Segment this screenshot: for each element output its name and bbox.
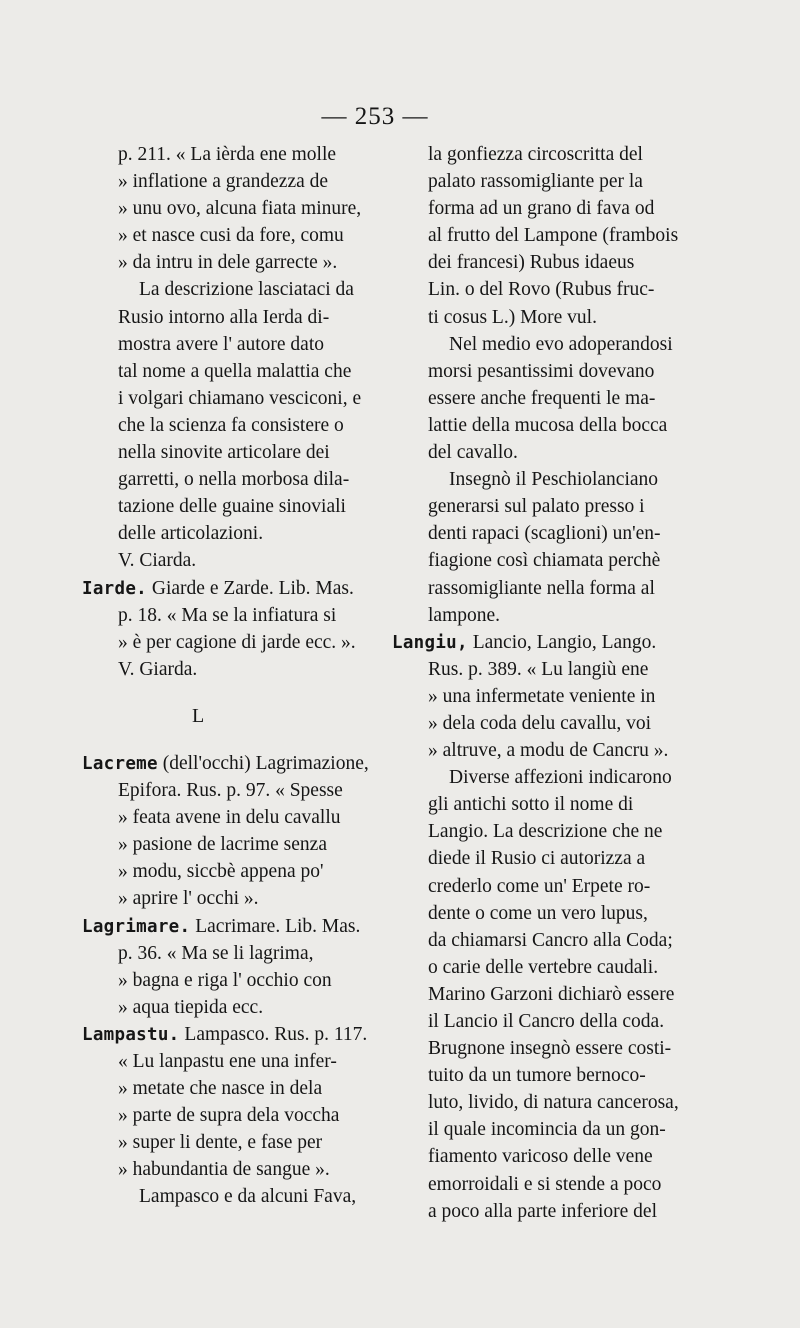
- text-line: [392, 358, 682, 385]
- line-text: » et nasce cusi da fore, comu: [118, 225, 344, 247]
- line-text: Lampasco. Rus. p. 117.: [179, 1023, 368, 1045]
- line-text: Rus. p. 389. « Lu langiù ene: [428, 658, 649, 680]
- text-line: [392, 412, 682, 439]
- text-line: [392, 1171, 682, 1198]
- line-text: a poco alla parte inferiore del: [428, 1200, 658, 1222]
- text-line: [82, 439, 374, 466]
- entry-headword: Iarde.: [82, 578, 148, 599]
- text-line: [82, 1075, 374, 1102]
- line-text: » altruve, a modu de Cancru ».: [428, 740, 669, 762]
- line-text: lattie della mucosa della bocca: [428, 414, 668, 436]
- line-text: Langio. La descrizione che ne: [428, 821, 663, 843]
- text-line: [82, 466, 374, 493]
- line-text: generarsi sul palato presso i: [428, 496, 645, 518]
- section-letter: L: [192, 704, 205, 727]
- text-line: [82, 195, 374, 222]
- text-line: [82, 1129, 374, 1156]
- text-line: [392, 1062, 682, 1089]
- line-text: » pasione de lacrime senza: [118, 834, 327, 856]
- text-line: [82, 777, 374, 804]
- text-line: [82, 222, 374, 249]
- line-text: Rusio intorno alla Ierda di-: [118, 306, 330, 328]
- line-text: o carie delle vertebre caudali.: [428, 956, 659, 978]
- text-line: [392, 981, 682, 1008]
- line-text: Lampasco e da alcuni Fava,: [139, 1186, 357, 1208]
- line-text: nella sinovite articolare dei: [118, 442, 330, 464]
- text-line: [392, 520, 682, 547]
- text-line: [82, 304, 374, 331]
- text-line: [82, 656, 374, 683]
- text-line: [82, 1102, 374, 1129]
- line-text: fiagione così chiamata perchè: [428, 550, 661, 572]
- line-text: tal nome a quella malattia che: [118, 360, 352, 382]
- line-text: » parte de supra dela voccha: [118, 1105, 340, 1127]
- text-line: [392, 304, 682, 331]
- text-line: [392, 845, 682, 872]
- line-text: Diverse affezioni indicarono: [449, 767, 672, 789]
- text-line: [392, 575, 682, 602]
- text-line: [392, 791, 682, 818]
- line-text: Nel medio evo adoperandosi: [449, 333, 673, 355]
- text-line: [392, 1035, 682, 1062]
- line-text: p. 18. « Ma se la infiatura si: [118, 604, 337, 626]
- text-line: [82, 276, 374, 303]
- text-line: [392, 493, 682, 520]
- line-text: (dell'occhi) Lagrimazione,: [157, 752, 369, 774]
- text-line: [82, 385, 374, 412]
- text-line: [82, 493, 374, 520]
- entry-headword: Lagrimare.: [82, 916, 191, 937]
- line-text: » da intru in dele garrecte ».: [118, 252, 338, 274]
- line-text: palato rassomigliante per la: [428, 171, 643, 193]
- left-column: [82, 141, 374, 1211]
- line-text: » unu ovo, alcuna fiata minure,: [118, 198, 362, 220]
- line-text: emorroidali e si stende a poco: [428, 1173, 662, 1195]
- line-text: » aprire l' occhi ».: [118, 888, 259, 910]
- line-text: Insegnò il Peschiolanciano: [449, 469, 659, 491]
- text-line: [392, 168, 682, 195]
- line-text: Lin. o del Rovo (Rubus fruc-: [428, 279, 655, 301]
- text-line: [82, 412, 374, 439]
- line-text: » aqua tiepida ecc.: [118, 996, 264, 1018]
- line-text: » bagna e riga l' occhio con: [118, 969, 332, 991]
- text-line: [392, 927, 682, 954]
- text-line: [392, 656, 682, 683]
- text-line: [392, 818, 682, 845]
- line-text: » feata avene in delu cavallu: [118, 807, 341, 829]
- text-line: [82, 331, 374, 358]
- spacer: [82, 683, 374, 703]
- line-text: morsi pesantissimi dovevano: [428, 360, 655, 382]
- text-line: [82, 1183, 374, 1210]
- text-line: [82, 967, 374, 994]
- line-text: Epifora. Rus. p. 97. « Spesse: [118, 780, 343, 802]
- text-line: [392, 900, 682, 927]
- line-text: lampone.: [428, 604, 501, 626]
- text-line: [82, 1048, 374, 1075]
- line-text: » modu, siccbè appena po': [118, 861, 324, 883]
- text-line: [392, 385, 682, 412]
- line-text: Brugnone insegnò essere costi-: [428, 1038, 672, 1060]
- line-text: il quale incomincia da un gon-: [428, 1119, 666, 1141]
- line-text: tazione delle guaine sinoviali: [118, 496, 346, 518]
- line-text: V. Ciarda.: [118, 550, 197, 572]
- line-text: rassomigliante nella forma al: [428, 577, 655, 599]
- right-column: [392, 141, 682, 1225]
- text-line: [82, 575, 374, 602]
- text-line: [392, 222, 682, 249]
- text-line: [392, 954, 682, 981]
- spacer: [82, 730, 374, 750]
- line-text: garretti, o nella morbosa dila-: [118, 469, 350, 491]
- line-text: forma ad un grano di fava od: [428, 198, 655, 220]
- text-line: [82, 249, 374, 276]
- text-line: [82, 858, 374, 885]
- text-line: [392, 1116, 682, 1143]
- line-text: denti rapaci (scaglioni) un'en-: [428, 523, 661, 545]
- entry-headword: Langiu,: [392, 632, 468, 653]
- line-text: » metate che nasce in dela: [118, 1078, 323, 1100]
- text-line: [392, 466, 682, 493]
- line-text: Marino Garzoni dichiarò essere: [428, 983, 675, 1005]
- text-line: [392, 764, 682, 791]
- line-text: Lancio, Langio, Lango.: [467, 631, 657, 653]
- entry-headword: Lacreme: [82, 753, 158, 774]
- line-text: crederlo come un' Erpete ro-: [428, 875, 651, 897]
- text-line: [82, 141, 374, 168]
- text-line: [82, 913, 374, 940]
- line-text: tuito da un tumore bernoco-: [428, 1065, 646, 1087]
- text-line: [392, 249, 682, 276]
- line-text: luto, livido, di natura cancerosa,: [428, 1092, 679, 1114]
- text-line: [392, 1143, 682, 1170]
- line-text: al frutto del Lampone (frambois: [428, 225, 679, 247]
- line-text: mostra avere l' autore dato: [118, 333, 325, 355]
- line-text: gli antichi sotto il nome di: [428, 794, 634, 816]
- line-text: La descrizione lasciataci da: [139, 279, 354, 301]
- line-text: fiamento varicoso delle vene: [428, 1146, 653, 1168]
- text-line: [392, 873, 682, 900]
- text-line: [82, 804, 374, 831]
- text-line: [82, 885, 374, 912]
- line-text: Giarde e Zarde. Lib. Mas.: [147, 577, 354, 599]
- text-line: [82, 168, 374, 195]
- text-line: [392, 1008, 682, 1035]
- text-line: [82, 547, 374, 574]
- line-text: « Lu lanpastu ene una infer-: [118, 1051, 337, 1072]
- line-text: p. 211. « La ièrda ene molle: [118, 144, 337, 165]
- line-text: essere anche frequenti le ma-: [428, 387, 656, 409]
- line-text: » dela coda delu cavallu, voi: [428, 712, 652, 734]
- page-number: — 253 —: [321, 103, 429, 130]
- line-text: diede il Rusio ci autorizza a: [428, 848, 646, 870]
- line-text: » super li dente, e fase per: [118, 1132, 323, 1154]
- text-line: [392, 141, 682, 168]
- text-line: [392, 1089, 682, 1116]
- line-text: il Lancio il Cancro della coda.: [428, 1011, 665, 1032]
- text-line: [392, 331, 682, 358]
- line-text: del cavallo.: [428, 442, 518, 464]
- line-text: i volgari chiamano vesciconi, e: [118, 387, 362, 409]
- line-text: dente o come un vero lupus,: [428, 902, 648, 924]
- text-line: [82, 831, 374, 858]
- text-line: [82, 994, 374, 1021]
- text-line: [392, 629, 682, 656]
- line-text: » habundantia de sangue ».: [118, 1159, 330, 1181]
- text-line: [392, 683, 682, 710]
- line-text: » inflatione a grandezza de: [118, 171, 329, 193]
- text-line: [392, 195, 682, 222]
- text-line: [392, 276, 682, 303]
- line-text: delle articolazioni.: [118, 523, 264, 545]
- text-line: [82, 602, 374, 629]
- text-line: [82, 1156, 374, 1183]
- line-text: » una infermetate veniente in: [428, 685, 656, 707]
- text-line: [82, 520, 374, 547]
- text-line: [82, 940, 374, 967]
- line-text: V. Giarda.: [118, 658, 198, 680]
- text-line: [82, 358, 374, 385]
- text-line: [392, 737, 682, 764]
- line-text: » è per cagione di jarde ecc. ».: [118, 631, 356, 653]
- line-text: che la scienza fa consistere o: [118, 414, 344, 436]
- text-line: [392, 439, 682, 466]
- line-text: ti cosus L.) More vul.: [428, 306, 597, 328]
- text-line: [82, 629, 374, 656]
- text-line: [392, 710, 682, 737]
- entry-headword: Lampastu.: [82, 1024, 180, 1045]
- text-line: [82, 1021, 374, 1048]
- text-line: [82, 750, 374, 777]
- line-text: p. 36. « Ma se li lagrima,: [118, 942, 314, 964]
- text-line: [392, 602, 682, 629]
- line-text: la gonfiezza circoscritta del: [428, 144, 643, 165]
- text-line: [392, 1198, 682, 1225]
- line-text: da chiamarsi Cancro alla Coda;: [428, 929, 673, 951]
- text-line: [392, 547, 682, 574]
- line-text: dei francesi) Rubus idaeus: [428, 252, 635, 274]
- line-text: Lacrimare. Lib. Mas.: [190, 915, 361, 937]
